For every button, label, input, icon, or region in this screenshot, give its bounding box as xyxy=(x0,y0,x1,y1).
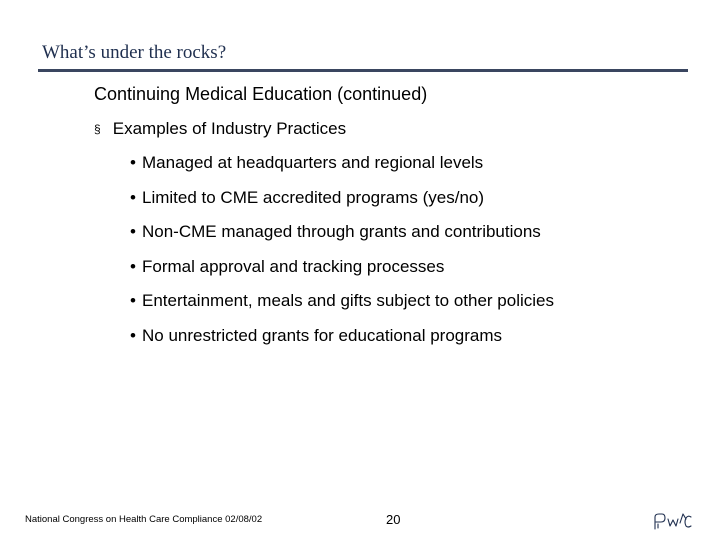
section-heading-label: Examples of Industry Practices xyxy=(112,119,347,138)
section-heading xyxy=(94,119,346,139)
bullet-text: Entertainment, meals and gifts subject to other policies xyxy=(142,291,554,311)
bullet-text: Limited to CME accredited programs (yes/no) xyxy=(142,187,485,207)
list-item xyxy=(130,291,554,326)
list-item xyxy=(130,257,554,292)
bullet-text: Non-CME managed through grants and contributions xyxy=(142,222,541,242)
section-marker-icon: § xyxy=(94,122,101,136)
bullet-icon: • xyxy=(130,153,136,172)
list-item xyxy=(130,153,554,188)
list-item xyxy=(130,222,554,257)
pwc-logo-icon xyxy=(652,511,694,531)
bullet-icon: • xyxy=(130,187,136,207)
bullet-list xyxy=(130,153,554,361)
bullet-text: Formal approval and tracking processes xyxy=(142,256,445,276)
bullet-icon: • xyxy=(130,222,136,242)
footer-text: National Congress on Health Care Compliance 02/08/02 xyxy=(25,514,263,525)
bullet-icon: • xyxy=(130,325,136,345)
bullet-icon: • xyxy=(130,291,136,311)
bullet-text: Managed at headquarters and regional levels xyxy=(142,153,484,172)
list-item xyxy=(130,326,554,361)
bullet-icon: • xyxy=(130,256,136,276)
title-divider xyxy=(38,69,688,72)
page-number: 20 xyxy=(386,512,401,527)
slide-subtitle: Continuing Medical Education (continued) xyxy=(94,84,428,104)
bullet-text: No unrestricted grants for educational programs xyxy=(142,325,503,345)
list-item xyxy=(130,188,554,223)
slide-title: What’s under the rocks? xyxy=(42,42,227,63)
